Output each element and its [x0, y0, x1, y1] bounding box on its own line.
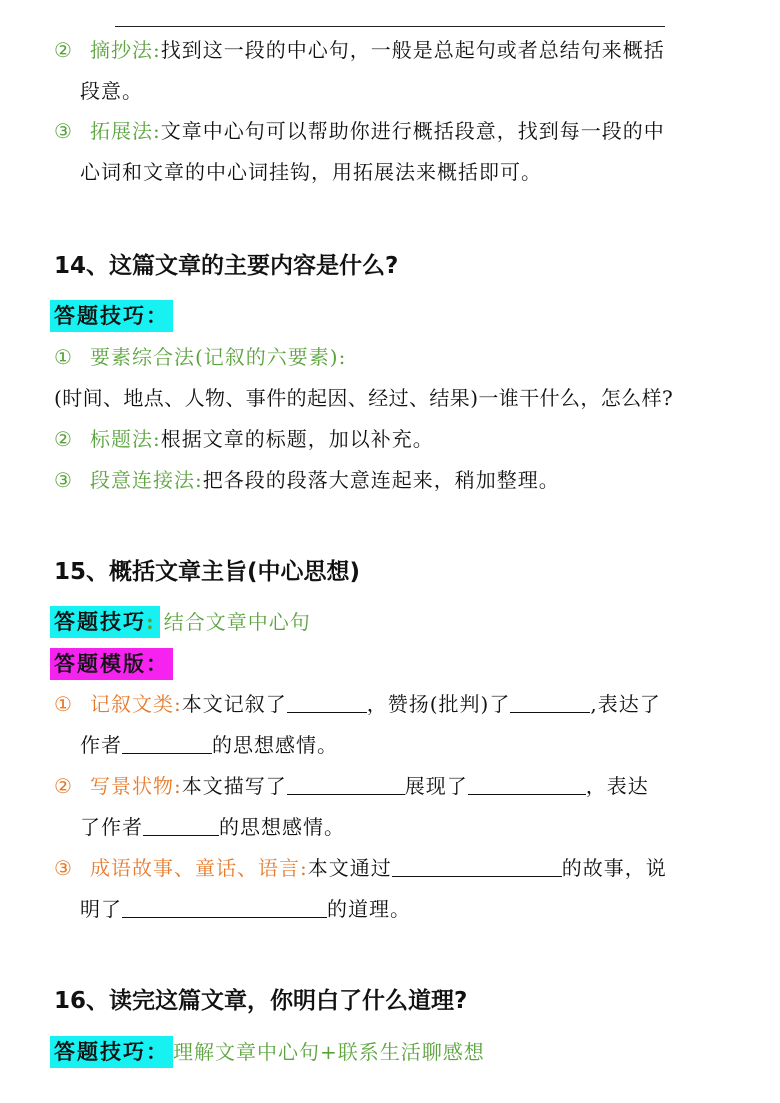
method-text: 把各段的段落大意连起来，稍加整理。 [202, 468, 560, 492]
template-type: 记叙文类: [90, 692, 182, 716]
template-text: 的道理。 [327, 897, 411, 921]
template-scenery-line2 [0, 813, 780, 841]
template-text: ，表达 [585, 774, 649, 798]
template-text: ，赞扬(批判)了 [366, 692, 511, 716]
template-text: 明了 [80, 897, 122, 921]
template-text: 展现了 [404, 774, 468, 798]
fill-blank[interactable] [287, 774, 405, 795]
method-excerpt-line1 [0, 36, 780, 64]
num-circled-3: ③ [54, 856, 73, 880]
section-14-title: 14、这篇文章的主要内容是什么? [54, 253, 399, 279]
method-title-line [0, 425, 780, 453]
method-text: 文章中心句可以帮助你进行概括段意，找到每一段的中 [160, 119, 665, 143]
fill-blank[interactable] [122, 897, 327, 918]
num-circled-2: ② [54, 427, 73, 451]
num-circled-1: ① [54, 345, 73, 369]
fill-blank[interactable] [392, 856, 562, 877]
template-narrative-line2 [0, 731, 780, 759]
elements-detail: (时间、地点、人物、事件的起因、经过、结果)一谁干什么，怎么样? [54, 386, 674, 410]
tip-row [0, 606, 780, 638]
tip-label: 答题技巧： [50, 1036, 173, 1068]
fill-blank[interactable] [510, 692, 590, 713]
num-circled-2: ② [54, 38, 73, 62]
template-text: 的思想感情。 [212, 733, 338, 757]
template-text: 本文通过 [307, 856, 392, 880]
method-text: 找到这一段的中心句，一般是总起句或者总结句来概括 [160, 38, 665, 62]
template-type: 写景状物: [90, 774, 182, 798]
template-story-line1 [0, 854, 780, 882]
method-expand-line1 [0, 117, 780, 145]
tip-row [0, 1036, 780, 1068]
method-name: 段意连接法: [90, 468, 203, 492]
template-story-line2 [0, 895, 780, 923]
fill-blank[interactable] [468, 774, 586, 795]
method-name: 要素综合法(记叙的六要素): [90, 345, 347, 369]
template-text: ,表达了 [590, 692, 661, 716]
num-circled-3: ③ [54, 119, 73, 143]
fill-blank[interactable] [143, 815, 219, 836]
fill-blank[interactable] [122, 733, 212, 754]
template-text: 本文描写了 [181, 774, 287, 798]
tip-label-text: 答题技巧 [54, 609, 146, 634]
template-type: 成语故事、童话、语言: [90, 856, 308, 880]
num-circled-3: ③ [54, 468, 73, 492]
template-text: 的思想感情。 [219, 815, 345, 839]
tip-label [50, 606, 160, 638]
method-connect-line [0, 466, 780, 494]
method-text: 根据文章的标题，加以补充。 [160, 427, 434, 451]
template-text: 了作者 [80, 815, 143, 839]
fill-blank[interactable] [287, 692, 367, 713]
method-excerpt-line2: 段意。 [80, 79, 143, 103]
method-expand-line2: 心词和文章的中心词挂钩，用拓展法来概括即可。 [80, 160, 542, 184]
tip-row [0, 300, 780, 332]
template-row [0, 648, 780, 680]
tip-text: 理解文章中心句+联系生活聊感想 [173, 1040, 485, 1064]
tip-colon: : [146, 609, 156, 634]
tip-label: 答题技巧： [50, 300, 173, 332]
method-name: 摘抄法: [90, 38, 161, 62]
template-label: 答题模版： [50, 648, 173, 680]
num-circled-2: ② [54, 774, 73, 798]
method-name: 拓展法: [90, 119, 161, 143]
num-circled-1: ① [54, 692, 73, 716]
section-16-title: 16、读完这篇文章，你明白了什么道理? [54, 988, 468, 1014]
template-scenery-line1 [0, 772, 780, 800]
method-elements-line [0, 343, 780, 371]
template-text: 本文记叙了 [181, 692, 287, 716]
tip-text: 结合文章中心句 [163, 610, 311, 634]
template-text: 作者 [80, 733, 122, 757]
section-15-title: 15、概括文章主旨(中心思想) [54, 559, 361, 585]
template-text: 的故事，说 [561, 856, 667, 880]
template-narrative-line1 [0, 690, 780, 718]
method-name: 标题法: [90, 427, 161, 451]
top-rule [115, 26, 665, 27]
